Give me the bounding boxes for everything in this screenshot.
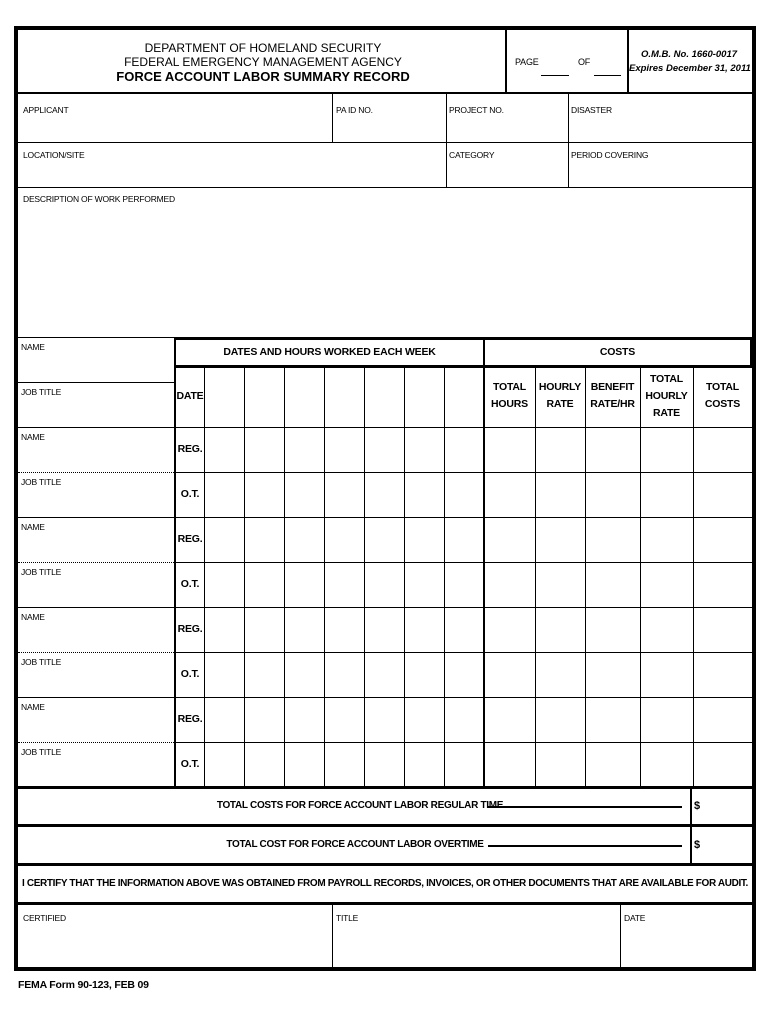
hours-cell[interactable] [445,743,484,786]
total-overtime-currency: $ [694,839,700,851]
divider [332,93,333,142]
hours-cell[interactable] [205,518,244,561]
cost-cell[interactable] [586,608,640,651]
hours-cell[interactable] [325,608,364,651]
job-title-label: JOB TITLE [21,657,62,667]
page-total-field[interactable] [594,75,621,76]
date-cell[interactable] [205,368,244,426]
cost-cell[interactable] [485,743,535,786]
hours-cell[interactable] [405,563,444,606]
hours-cell[interactable] [445,608,484,651]
divider [18,472,174,473]
hours-cell[interactable] [405,518,444,561]
reg-label: REG. [177,533,203,545]
hours-cell[interactable] [325,473,364,516]
hours-cell[interactable] [245,698,284,741]
cost-cell[interactable] [586,518,640,561]
job-title-field[interactable] [20,577,170,605]
category-field[interactable] [448,160,566,185]
cost-cell[interactable] [485,608,535,651]
total-regular-label: TOTAL COSTS FOR FORCE ACCOUNT LABOR REGULAR TIME [216,800,504,811]
divider [18,517,174,518]
total-hourly-rate-l1: TOTAL [649,373,684,385]
date-row-label: DATE [176,390,204,402]
cost-cell[interactable] [586,473,640,516]
hours-cell[interactable] [365,428,404,471]
cost-cell[interactable] [536,743,585,786]
cost-cell[interactable] [694,428,752,471]
total-overtime-label: TOTAL COST FOR FORCE ACCOUNT LABOR OVERTIME [226,839,484,850]
cost-cell[interactable] [485,518,535,561]
cost-cell[interactable] [536,698,585,741]
header-agency-block [20,41,506,85]
job-title-field[interactable] [20,487,170,515]
project-no-field[interactable] [448,115,566,140]
category-label: CATEGORY [449,150,495,160]
cost-cell[interactable] [586,653,640,696]
cost-cell[interactable] [641,563,693,606]
hours-cell[interactable] [405,653,444,696]
hours-cell[interactable] [365,473,404,516]
hours-cell[interactable] [325,518,364,561]
hours-cell[interactable] [285,428,324,471]
cost-cell[interactable] [485,698,535,741]
hours-cell[interactable] [365,608,404,651]
total-hourly-rate-header [640,371,693,422]
date-field[interactable] [622,924,750,964]
divider [18,824,752,827]
divider [18,607,174,608]
hours-cell[interactable] [245,563,284,606]
ot-label: O.T. [180,758,200,770]
hours-cell[interactable] [445,653,484,696]
total-overtime-amount[interactable] [702,829,750,861]
name-label: NAME [21,522,45,532]
total-regular-amount[interactable] [702,790,750,822]
job-title-field[interactable] [20,667,170,695]
cost-cell[interactable] [536,653,585,696]
project-no-label: PROJECT NO. [449,105,504,115]
disaster-label: DISASTER [571,105,612,115]
total-costs-l1: TOTAL [705,381,740,393]
hourly-rate-header [535,379,585,413]
department-name: DEPARTMENT OF HOMELAND SECURITY [144,41,382,55]
employee-name-field[interactable] [20,352,170,380]
description-field[interactable] [20,206,750,334]
cost-cell[interactable] [536,473,585,516]
hours-cell[interactable] [445,428,484,471]
divider [18,427,174,428]
benefit-rate-l2: RATE/HR [590,398,635,410]
divider [446,93,447,187]
hours-cell[interactable] [405,608,444,651]
employee-name-field[interactable] [20,622,170,650]
hours-cell[interactable] [445,473,484,516]
hours-cell[interactable] [325,428,364,471]
cost-cell[interactable] [641,608,693,651]
hours-cell[interactable] [405,743,444,786]
certification-statement: I CERTIFY THAT THE INFORMATION ABOVE WAS OBTAINED FROM PAYROLL RECORDS, INVOICES, OR OTHER DOCUMENTS THAT ARE AVAILABLE FOR AUDIT. [22,878,748,889]
total-regular-line [488,806,682,808]
cost-cell[interactable] [641,518,693,561]
job-title-label: JOB TITLE [21,747,62,757]
hours-cell[interactable] [405,473,444,516]
applicant-field[interactable] [20,115,330,140]
hourly-rate-l1: HOURLY [538,381,582,393]
hours-cell[interactable] [325,743,364,786]
hours-cell[interactable] [205,473,244,516]
name-label: NAME [21,612,45,622]
job-title-field[interactable] [20,397,170,424]
date-cell[interactable] [445,368,484,426]
divider [568,93,569,187]
total-hours-header [484,379,535,413]
job-title-label: JOB TITLE [21,387,62,397]
employee-name-field[interactable] [20,442,170,470]
divider [18,863,752,866]
date-cell[interactable] [325,368,364,426]
disaster-field[interactable] [570,115,750,140]
title-field[interactable] [334,924,618,964]
period-field[interactable] [570,160,750,185]
cost-cell[interactable] [485,473,535,516]
certified-label: CERTIFIED [23,913,66,923]
cost-cell[interactable] [694,698,752,741]
hours-cell[interactable] [285,563,324,606]
hours-cell[interactable] [285,653,324,696]
hours-cell[interactable] [365,743,404,786]
hours-cell[interactable] [405,698,444,741]
cost-cell[interactable] [536,563,585,606]
name-label: NAME [21,342,45,352]
divider [18,652,174,653]
cost-cell[interactable] [586,743,640,786]
hours-cell[interactable] [285,743,324,786]
cost-cell[interactable] [536,608,585,651]
cost-cell[interactable] [536,518,585,561]
divider [332,905,333,967]
cost-cell[interactable] [694,563,752,606]
date-cell[interactable] [245,368,284,426]
cost-cell[interactable] [485,428,535,471]
agency-name: FEDERAL EMERGENCY MANAGEMENT AGENCY [124,55,402,69]
form-id: FEMA Form 90-123, FEB 09 [18,979,149,991]
costs-header: COSTS [599,346,636,358]
divider [18,92,752,94]
total-costs-l2: COSTS [704,398,741,410]
cost-cell[interactable] [641,473,693,516]
hours-cell[interactable] [445,698,484,741]
divider [18,142,752,143]
hours-cell[interactable] [245,518,284,561]
hours-cell[interactable] [245,473,284,516]
cost-cell[interactable] [694,653,752,696]
hours-cell[interactable] [445,563,484,606]
pa-id-label: PA ID NO. [336,105,373,115]
ot-label: O.T. [180,488,200,500]
hours-cell[interactable] [285,698,324,741]
page-number-field[interactable] [541,75,569,76]
cost-cell[interactable] [536,428,585,471]
hours-cell[interactable] [205,428,244,471]
location-field[interactable] [20,160,444,185]
total-costs-header [693,379,752,413]
cost-cell[interactable] [586,563,640,606]
divider [18,697,174,698]
job-title-field[interactable] [20,757,170,785]
hours-cell[interactable] [245,428,284,471]
job-title-label: JOB TITLE [21,567,62,577]
omb-expiry: Expires December 31, 2011 [629,63,751,74]
hours-cell[interactable] [245,743,284,786]
location-label: LOCATION/SITE [23,150,85,160]
date-cell[interactable] [285,368,324,426]
divider [18,187,752,188]
hours-cell[interactable] [445,518,484,561]
omb-block [629,48,749,76]
hours-cell[interactable] [205,563,244,606]
employee-name-field[interactable] [20,532,170,560]
divider [18,786,752,789]
hours-cell[interactable] [325,653,364,696]
total-hours-l1: TOTAL [492,381,527,393]
divider [18,742,174,743]
hourly-rate-l2: RATE [546,398,574,410]
benefit-rate-l1: BENEFIT [590,381,635,393]
divider [18,382,174,383]
date-label: DATE [624,913,646,923]
hours-cell[interactable] [285,518,324,561]
total-overtime-line [488,845,682,847]
ot-label: O.T. [180,668,200,680]
hours-cell[interactable] [365,563,404,606]
divider [690,788,692,824]
divider [18,902,752,905]
reg-label: REG. [177,623,203,635]
divider [690,827,692,863]
hours-cell[interactable] [285,608,324,651]
hours-cell[interactable] [325,698,364,741]
hours-cell[interactable] [285,473,324,516]
total-regular-currency: $ [694,800,700,812]
name-label: NAME [21,702,45,712]
hours-cell[interactable] [205,653,244,696]
name-label: NAME [21,432,45,442]
of-label: OF [578,57,591,67]
cost-cell[interactable] [485,563,535,606]
divider [18,562,174,563]
hours-cell[interactable] [205,743,244,786]
cost-cell[interactable] [586,698,640,741]
date-cell[interactable] [405,368,444,426]
ot-label: O.T. [180,578,200,590]
total-hours-l2: HOURS [491,398,528,410]
hours-cell[interactable] [245,653,284,696]
cost-cell[interactable] [694,518,752,561]
cost-cell[interactable] [641,428,693,471]
hours-cell[interactable] [245,608,284,651]
cost-cell[interactable] [641,743,693,786]
hours-cell[interactable] [325,563,364,606]
benefit-rate-header [585,379,640,413]
omb-number: O.M.B. No. 1660-0017 [640,49,738,60]
cost-cell[interactable] [485,653,535,696]
employee-name-field[interactable] [20,712,170,740]
divider [505,30,507,92]
date-cell[interactable] [365,368,404,426]
cost-cell[interactable] [586,428,640,471]
hours-cell[interactable] [405,428,444,471]
applicant-label: APPLICANT [23,105,69,115]
cost-cell[interactable] [694,473,752,516]
hours-cell[interactable] [365,653,404,696]
hours-cell[interactable] [365,518,404,561]
cost-cell[interactable] [641,653,693,696]
hours-cell[interactable] [365,698,404,741]
dates-header: DATES AND HOURS WORKED EACH WEEK [223,346,436,358]
period-label: PERIOD COVERING [571,150,649,160]
cost-cell[interactable] [641,698,693,741]
title-label: TITLE [336,913,359,923]
total-hourly-rate-l3: RATE [652,407,680,419]
cost-cell[interactable] [694,743,752,786]
job-title-label: JOB TITLE [21,477,62,487]
cost-cell[interactable] [694,608,752,651]
hours-cell[interactable] [205,608,244,651]
divider [620,905,621,967]
form-title: FORCE ACCOUNT LABOR SUMMARY RECORD [116,69,410,84]
certified-field[interactable] [20,924,330,964]
hours-cell[interactable] [205,698,244,741]
total-hourly-rate-l2: HOURLY [645,390,688,402]
description-label: DESCRIPTION OF WORK PERFORMED [23,194,175,204]
pa-id-field[interactable] [334,115,444,140]
reg-label: REG. [177,713,203,725]
reg-label: REG. [177,443,203,455]
page-label: PAGE [515,57,539,67]
